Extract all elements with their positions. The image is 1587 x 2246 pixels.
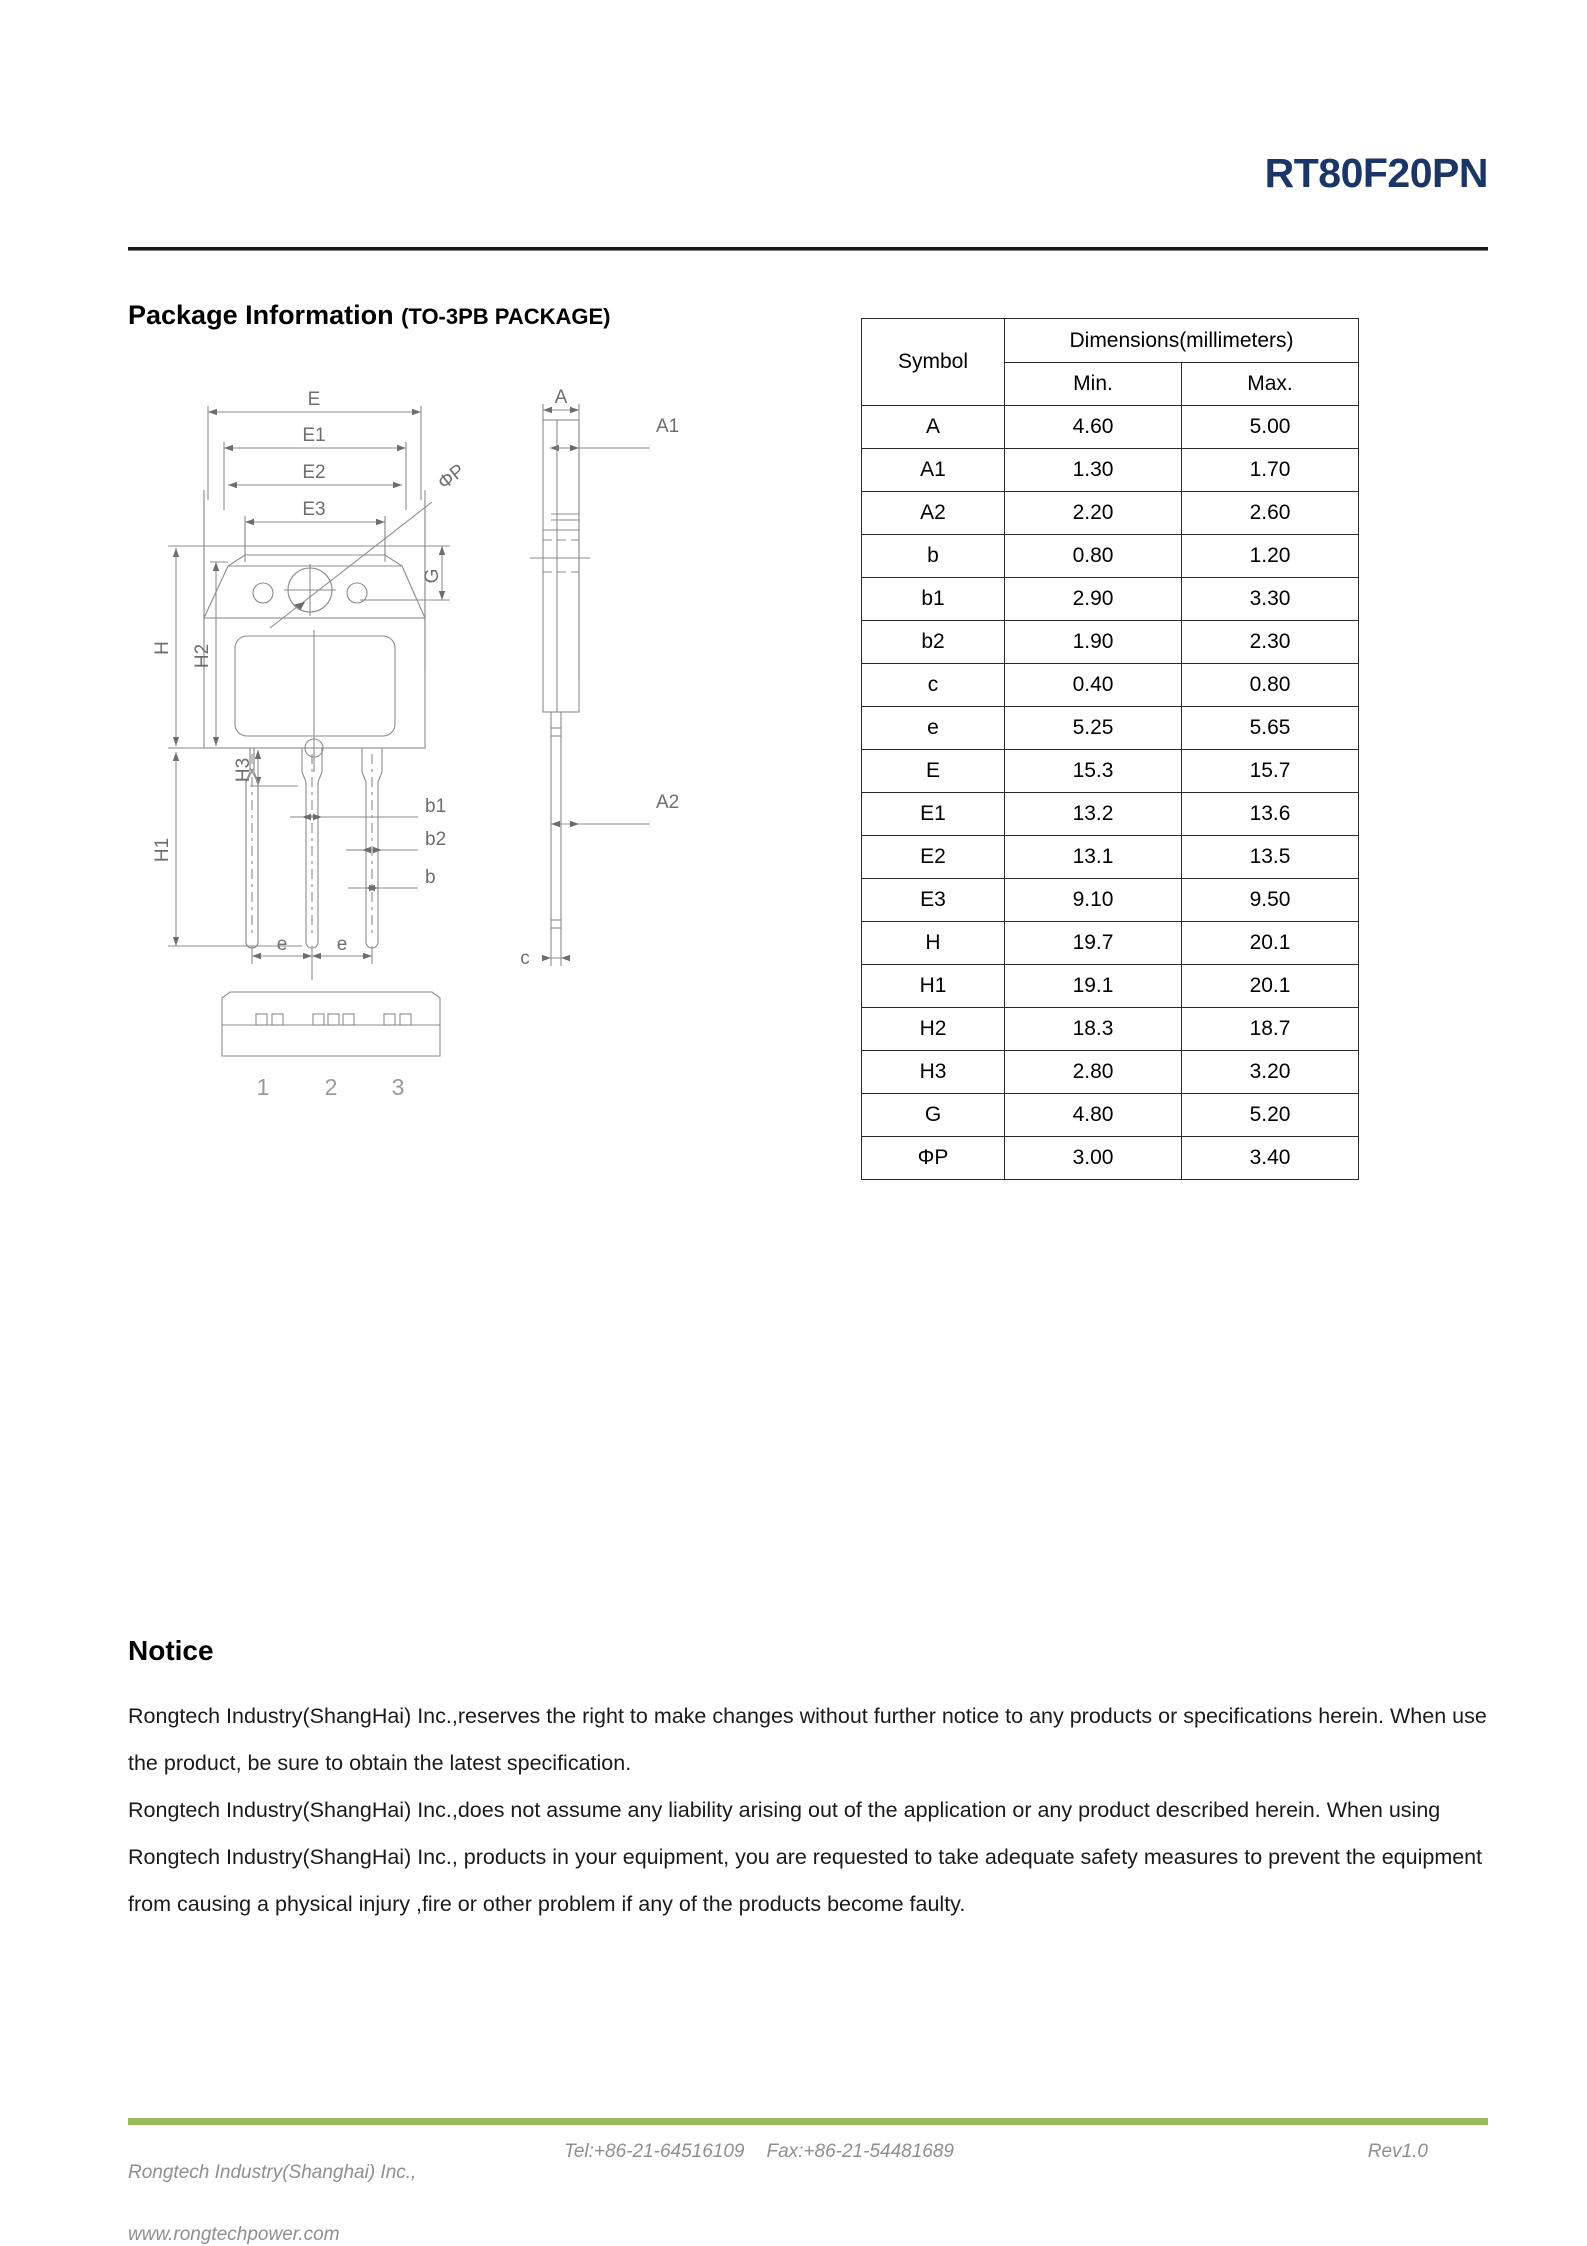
column-header-symbol: Symbol: [862, 319, 1005, 406]
dim-label-E2: E2: [302, 462, 326, 483]
cell-min: 1.30: [1005, 449, 1182, 492]
table-row: [862, 1051, 1359, 1094]
table-row: [862, 406, 1359, 449]
cell-symbol: A: [862, 406, 1005, 449]
footer-company-name: Rongtech Industry(Shanghai) Inc.,: [128, 2162, 417, 2183]
package-drawing: [150, 380, 770, 1120]
cell-max: 18.7: [1182, 1008, 1359, 1051]
cell-min: 2.80: [1005, 1051, 1182, 1094]
cell-max: 20.1: [1182, 922, 1359, 965]
cell-symbol: e: [862, 707, 1005, 750]
dim-label-E3: E3: [302, 499, 326, 520]
dim-label-A: A: [554, 387, 568, 408]
page-header: [128, 150, 1488, 250]
footer-website[interactable]: www.rongtechpower.com: [128, 2224, 340, 2245]
cell-min: 5.25: [1005, 707, 1182, 750]
table-row: [862, 1094, 1359, 1137]
dim-label-E1: E1: [302, 425, 326, 446]
pin-label-2: 2: [324, 1074, 338, 1100]
dim-label-e-right: e: [336, 934, 348, 955]
cell-max: 9.50: [1182, 879, 1359, 922]
section-title-main: Package Information: [128, 300, 402, 330]
cell-symbol: ΦP: [862, 1137, 1005, 1180]
table-row: [862, 535, 1359, 578]
cell-max: 20.1: [1182, 965, 1359, 1008]
notice-paragraph-2: Rongtech Industry(ShangHai) Inc.,does not assume any liability arising out of the application or any product described herein. When using Rongtech Industry(ShangHai) Inc., products in your equipment, you are requested to take adequate safety measures to prevent the equipment from causing a physical injury ,fire or other problem if any of the products become faulty.: [128, 1798, 1483, 1916]
cell-min: 15.3: [1005, 750, 1182, 793]
dim-label-H2: H2: [192, 643, 213, 669]
table-row: [862, 1008, 1359, 1051]
cell-max: 13.6: [1182, 793, 1359, 836]
cell-min: 19.7: [1005, 922, 1182, 965]
cell-min: 13.2: [1005, 793, 1182, 836]
section-title: [128, 300, 611, 331]
table-row: [862, 492, 1359, 535]
dim-label-H: H: [152, 641, 173, 655]
column-header-min: Min.: [1005, 363, 1182, 406]
table-row: [862, 1137, 1359, 1180]
section-title-sub: (TO-3PB PACKAGE): [401, 304, 611, 329]
cell-max: 15.7: [1182, 750, 1359, 793]
cell-symbol: A2: [862, 492, 1005, 535]
table-row: [862, 578, 1359, 621]
cell-max: 1.20: [1182, 535, 1359, 578]
table-header: [862, 319, 1359, 406]
dim-label-c: c: [520, 948, 530, 969]
cell-symbol: c: [862, 664, 1005, 707]
footer-tel: Tel:+86-21-64516109: [564, 2141, 745, 2162]
header-divider: [128, 247, 1488, 251]
table-row: [862, 707, 1359, 750]
cell-symbol: H: [862, 922, 1005, 965]
cell-symbol: E3: [862, 879, 1005, 922]
cell-min: 3.00: [1005, 1137, 1182, 1180]
dim-label-H1: H1: [152, 837, 173, 863]
cell-max: 3.30: [1182, 578, 1359, 621]
table-row: [862, 793, 1359, 836]
cell-min: 19.1: [1005, 965, 1182, 1008]
cell-symbol: b: [862, 535, 1005, 578]
dim-label-E: E: [307, 389, 321, 410]
dim-label-b: b: [425, 867, 436, 888]
page-footer: [128, 2118, 1488, 2245]
table-header-row-1: [862, 319, 1359, 363]
cell-min: 9.10: [1005, 879, 1182, 922]
table-row: [862, 449, 1359, 492]
cell-min: 4.60: [1005, 406, 1182, 449]
cell-min: 18.3: [1005, 1008, 1182, 1051]
page-title: RT80F20PN: [1264, 150, 1488, 196]
cell-symbol: H1: [862, 965, 1005, 1008]
cell-symbol: H2: [862, 1008, 1005, 1051]
dim-label-PhiP: ΦP: [434, 460, 470, 494]
cell-min: 0.40: [1005, 664, 1182, 707]
table-row: [862, 836, 1359, 879]
cell-max: 3.40: [1182, 1137, 1359, 1180]
cell-min: 0.80: [1005, 535, 1182, 578]
column-header-dimensions: Dimensions(millimeters): [1005, 319, 1359, 363]
dim-label-e-left: e: [276, 934, 288, 955]
cell-min: 13.1: [1005, 836, 1182, 879]
cell-max: 5.00: [1182, 406, 1359, 449]
dimension-table-container: [861, 318, 1359, 1180]
notice-section: [128, 1635, 1488, 1928]
dim-label-A2: A2: [656, 792, 680, 813]
cell-symbol: E1: [862, 793, 1005, 836]
cell-symbol: b1: [862, 578, 1005, 621]
cell-min: 4.80: [1005, 1094, 1182, 1137]
dim-label-A1: A1: [656, 416, 680, 437]
cell-max: 5.65: [1182, 707, 1359, 750]
cell-max: 3.20: [1182, 1051, 1359, 1094]
footer-contact-info: [564, 2141, 954, 2163]
column-header-max: Max.: [1182, 363, 1359, 406]
table-body: [862, 406, 1359, 1180]
footer-fax: Fax:+86-21-54481689: [766, 2141, 954, 2162]
cell-min: 2.90: [1005, 578, 1182, 621]
table-row: [862, 750, 1359, 793]
cell-symbol: A1: [862, 449, 1005, 492]
cell-symbol: E: [862, 750, 1005, 793]
notice-heading: Notice: [128, 1635, 214, 1666]
cell-min: 1.90: [1005, 621, 1182, 664]
cell-symbol: E2: [862, 836, 1005, 879]
cell-max: 0.80: [1182, 664, 1359, 707]
table-row: [862, 965, 1359, 1008]
cell-max: 13.5: [1182, 836, 1359, 879]
footer-accent-bar: [128, 2118, 1488, 2125]
table-row: [862, 621, 1359, 664]
footer-revision: Rev1.0: [1367, 2141, 1428, 2162]
table-row: [862, 879, 1359, 922]
dim-label-G: G: [422, 568, 443, 584]
dim-label-b2: b2: [425, 829, 447, 850]
cell-symbol: b2: [862, 621, 1005, 664]
pin-label-3: 3: [391, 1074, 405, 1100]
table-row: [862, 664, 1359, 707]
dim-label-b1: b1: [425, 796, 447, 817]
cell-max: 2.60: [1182, 492, 1359, 535]
dim-label-H3: H3: [233, 757, 254, 783]
cell-max: 2.30: [1182, 621, 1359, 664]
cell-max: 5.20: [1182, 1094, 1359, 1137]
cell-symbol: H3: [862, 1051, 1005, 1094]
cell-min: 2.20: [1005, 492, 1182, 535]
cell-max: 1.70: [1182, 449, 1359, 492]
dimension-table: [861, 318, 1359, 1180]
pin-label-1: 1: [256, 1074, 270, 1100]
cell-symbol: G: [862, 1094, 1005, 1137]
notice-paragraph-1: Rongtech Industry(ShangHai) Inc.,reserves the right to make changes without further notice to any products or specifications herein. When use the product, be sure to obtain the latest specification.: [128, 1704, 1487, 1775]
table-row: [862, 922, 1359, 965]
